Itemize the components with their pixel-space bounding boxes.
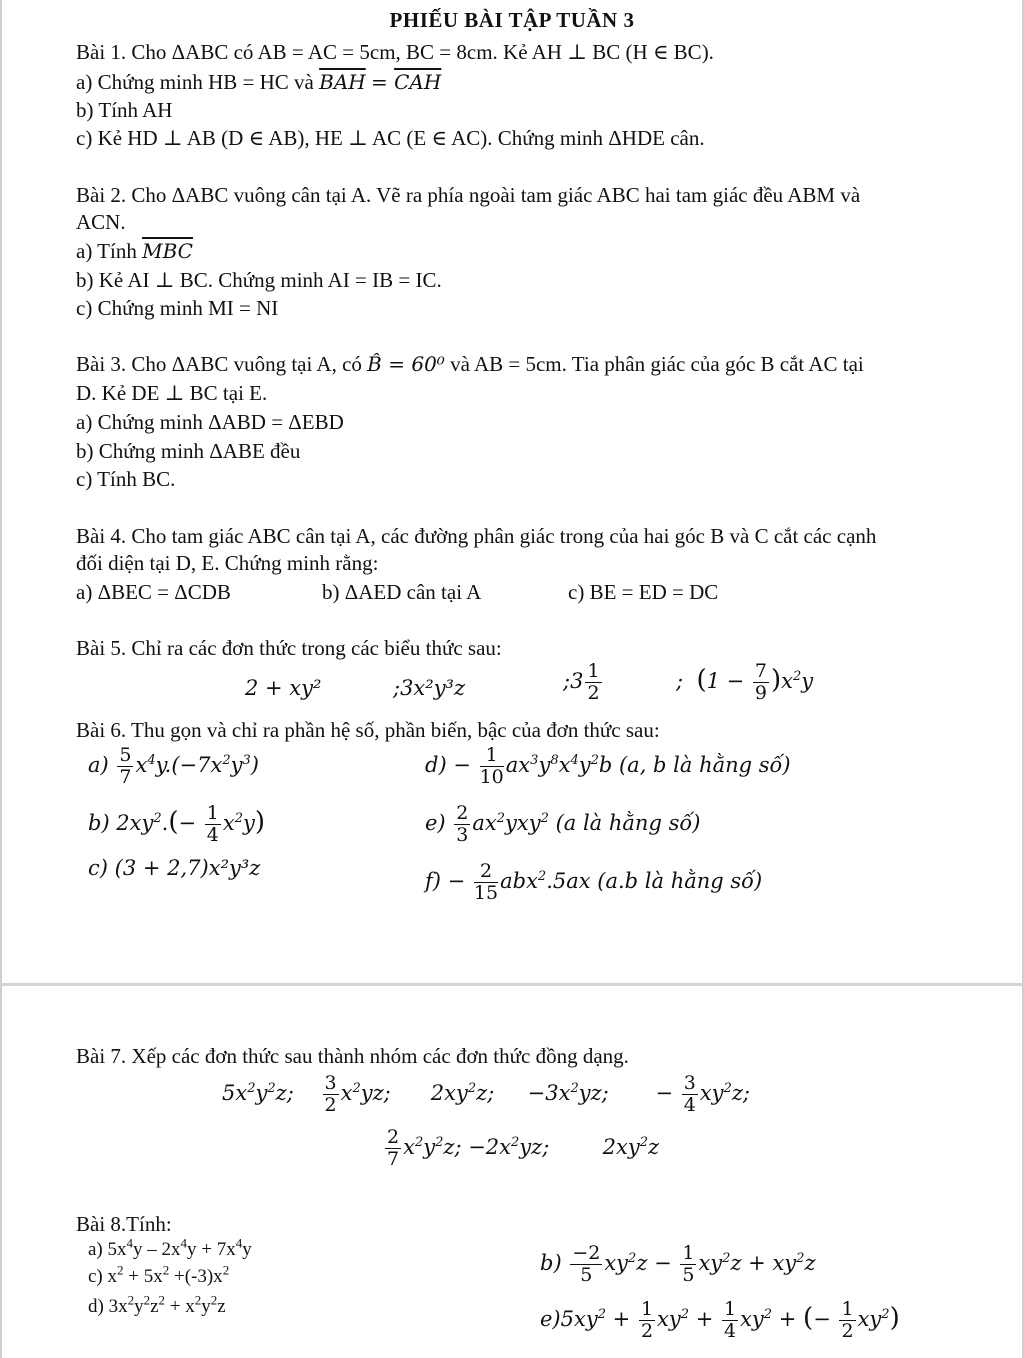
b6-head: Bài 6. Thu gọn và chỉ ra phần hệ số, phần biến, bậc của đơn thức sau: <box>76 718 660 742</box>
b5-expr-3: ;3 $\frac{1}{2}$ <box>563 660 600 704</box>
b6-c: c) (3 + 2,7)x²y³z <box>88 856 261 880</box>
page-separator <box>0 983 1024 986</box>
b3-head2: D. Kẻ DE ⊥ BC tại E. <box>76 381 268 405</box>
b2-head2: ACN. <box>76 210 126 234</box>
b3-head1-text: Bài 3. Cho ΔABC vuông tại A, có <box>76 352 362 376</box>
b4-head1: Bài 4. Cho tam giác ABC cân tại A, các đường phân giác trong của hai góc B và C cắt các cạnh <box>76 524 877 548</box>
b3-head1 <box>76 350 864 378</box>
b5-head: Bài 5. Chỉ ra các đơn thức trong các biểu thức sau: <box>76 636 502 660</box>
b1-b: b) Tính AH <box>76 98 173 122</box>
b1-a: a) Chứng minh HB = HC và $\overline{BAH} = \overline{CAH}$ <box>76 70 442 94</box>
b1-a-angle1: $\overline{BAH}$ <box>319 70 366 94</box>
b2-c: c) Chứng minh MI = NI <box>76 296 279 320</box>
b6-d: d) − $\frac{1}{10}$ $ax^3y^8x^4y^2b$ (a, b là hằng số) <box>425 744 791 788</box>
b3-head1-rest: và AB = 5cm. Tia phân giác của góc B cắt AC tại <box>450 352 864 376</box>
b5-expr-4: ; (1 − $\frac{7}{9}$ )$x^2y$ <box>676 660 814 704</box>
b8-e: $e)5xy^2$ + $\frac{1}{2}$ $xy^2$ + $\frac{1}{4}$ $xy^2$ + (− $\frac{1}{2}$ $xy^2$) <box>540 1298 900 1342</box>
b1-c: c) Kẻ HD ⊥ AB (D ∈ AB), HE ⊥ AC (E ∈ AC). Chứng minh ΔHDE cân. <box>76 126 705 150</box>
b4-head2: đối diện tại D, E. Chứng minh rằng: <box>76 551 379 575</box>
b8-head: Bài 8.Tính: <box>76 1212 172 1236</box>
b6-e: e) $\frac{2}{3}$ $ax^2yxy^2$ (a là hằng số) <box>425 802 701 846</box>
b4-b: b) ΔAED cân tại A <box>322 580 482 604</box>
b8-d: d) $3x^2y^2z^2 + x^2y^2z$ <box>88 1292 226 1317</box>
b2-a <box>76 237 193 265</box>
b3-c: c) Tính BC. <box>76 467 176 491</box>
b6-b: b) $2xy^2.(-$ $\frac{1}{4}$ $x^2y$) <box>88 802 266 846</box>
b8-b: b) $\frac{-2}{5}$ $xy^2z$ − $\frac{1}{5}$ $xy^2z + xy^2z$ <box>540 1242 816 1286</box>
worksheet-title: PHIẾU BÀI TẬP TUẦN 3 <box>389 8 635 32</box>
b7-row2: $\frac{2}{7}$ $x^2y^2z$; $-2x^2yz$; $2xy^2z$ <box>387 1126 660 1170</box>
b7-head: Bài 7. Xếp các đơn thức sau thành nhóm các đơn thức đồng dạng. <box>76 1044 629 1068</box>
b8-a: a) $5x^4y - 2x^4y + 7x^4y$ <box>88 1235 252 1260</box>
b3-a: a) Chứng minh ΔABD = ΔEBD <box>76 410 344 434</box>
b1-a-angle2: $\overline{CAH}$ <box>394 70 442 94</box>
b4-a: a) ΔBEC = ΔCDB <box>76 580 231 604</box>
b2-a-angle: $\overline{MBC}$ <box>142 239 193 263</box>
b7-row1: $5x^2y^2z$; $\frac{3}{2}$ $x^2yz$; $2xy^2z$; $-3x^2yz$; − $\frac{3}{4}$ $xy^2z$; <box>222 1072 750 1116</box>
b2-head1: Bài 2. Cho ΔABC vuông cân tại A. Vẽ ra phía ngoài tam giác ABC hai tam giác đều ABM và <box>76 183 861 207</box>
b1-a-text: a) Chứng minh HB = HC và <box>76 70 314 94</box>
b5-expr-2: ;3x²y³z <box>393 676 466 700</box>
b4-c: c) BE = ED = DC <box>568 580 719 604</box>
b6-a: a) $\frac{5}{7}$ $x^4y.(-7x^2y^3)$ <box>88 744 259 788</box>
b8-c: c) $x^2 + 5x^2 +(-3)x^2$ <box>88 1262 230 1287</box>
b3-angle-b: B̂ = 60⁰ <box>367 352 445 376</box>
b2-a-text: a) Tính <box>76 239 137 263</box>
b2-b: b) Kẻ AI ⊥ BC. Chứng minh AI = IB = IC. <box>76 268 442 292</box>
page-border-left <box>0 0 2 1358</box>
b5-expr-1: 2 + xy² <box>245 676 322 700</box>
b3-b: b) Chứng minh ΔABE đều <box>76 439 301 463</box>
b1-head: Bài 1. Cho ΔABC có AB = AC = 5cm, BC = 8cm. Kẻ AH ⊥ BC (H ∈ BC). <box>76 40 714 64</box>
b6-f: f) − $\frac{2}{15}$ abx$^2$.5ax (a.b là hằng số) <box>425 860 763 904</box>
